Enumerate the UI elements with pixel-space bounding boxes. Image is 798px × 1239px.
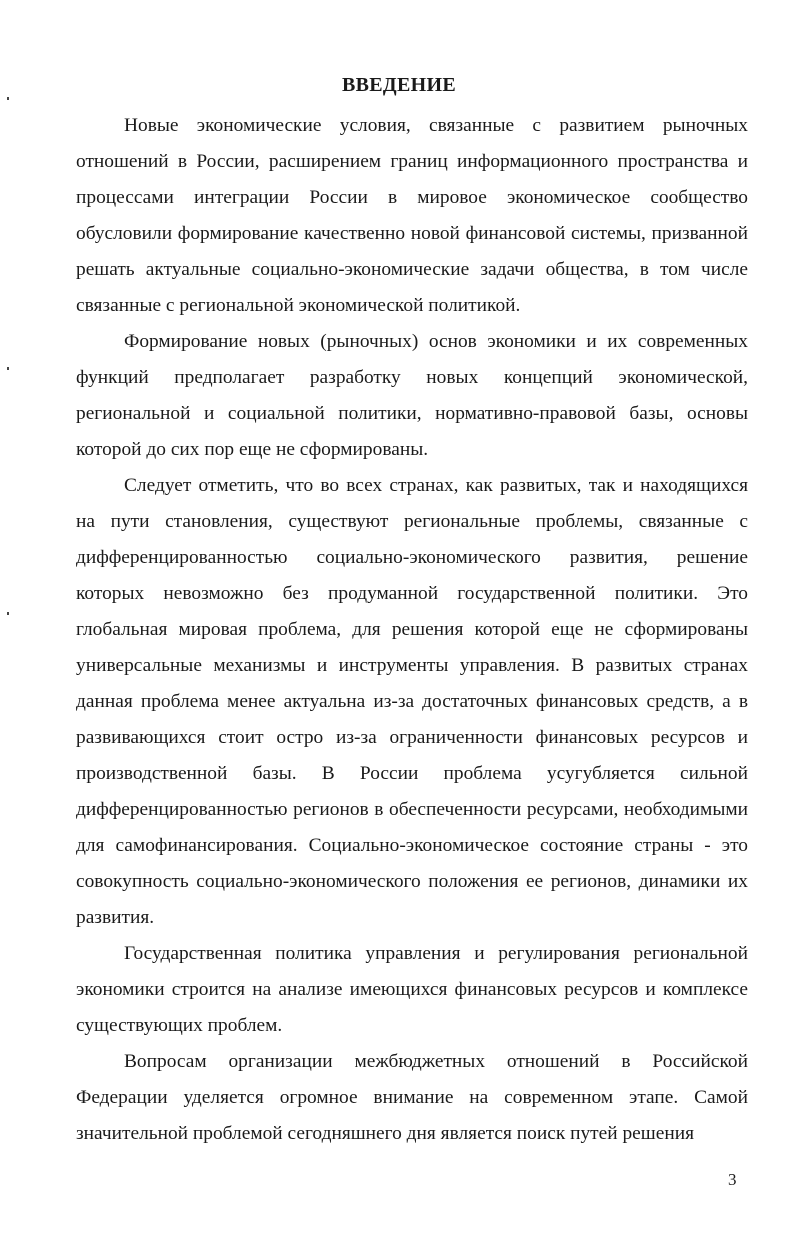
page-heading: ВВЕДЕНИЕ [342,74,456,96]
scan-speck [7,612,9,615]
paragraph-3: Следует отметить, что во всех странах, как развитых, так и находящихся на пути становления, существуют региональные проблемы, связанные с дифференцированностью социально-экономического развития, решение которых невозможно без продуманной государственной политики. Это глобальная мировая проблема, для решения которой еще не сформированы универсальные механизмы и инструменты управления. В развитых странах данная проблема менее актуальна из-за достаточных финансовых средств, а в развивающихся стоит остро из-за ограниченности финансовых ресурсов и производственной базы. В России проблема усугубляется сильной дифференцированностью регионов в обеспеченности ресурсами, необходимыми для самофинансирования. Социально-экономическое состояние страны - это совокупность социально-экономического положения ее регионов, динамики их развития. [76,475,748,928]
scan-speck [7,367,9,370]
document-body [76,108,748,1152]
paragraph-1: Новые экономические условия, связанные с развитием рыночных отношений в России, расширением границ информационного пространства и процессами интеграции России в мировое экономическое сообщество обусловили формирование качественно новой финансовой системы, призванной решать актуальные социально-экономические задачи общества, в том числе связанные с региональной экономической политикой. [76,115,748,316]
scan-speck [7,97,9,100]
paragraph-5: Вопросам организации межбюджетных отношений в Российской Федерации уделяется огромное внимание на современном этапе. Самой значительной проблемой сегодняшнего дня является поиск путей решения [76,1051,748,1144]
paragraph-2: Формирование новых (рыночных) основ экономики и их современных функций предполагает разработку новых концепций экономической, региональной и социальной политики, нормативно-правовой базы, основы которой до сих пор еще не сформированы. [76,331,748,460]
page-number: 3 [728,1170,737,1189]
paragraph-4: Государственная политика управления и регулирования региональной экономики строится на анализе имеющихся финансовых ресурсов и комплексе существующих проблем. [76,943,748,1036]
